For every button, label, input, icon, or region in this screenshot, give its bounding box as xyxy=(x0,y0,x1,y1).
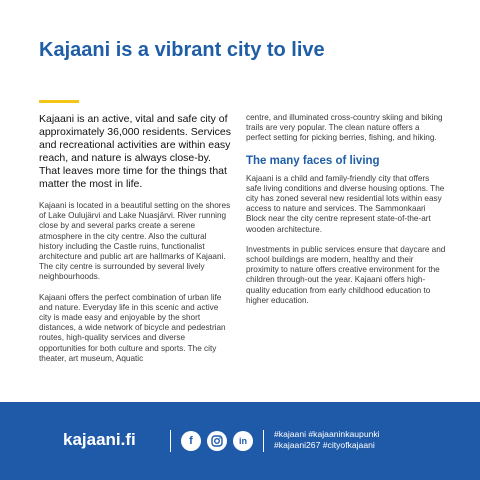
body-paragraph: Investments in public services ensure that daycare and school buildings are modern, healthy and their proximity to nature offers creative environment for the children through-out the year. Kajaani offers high-quality education from early childhood education to higher education. xyxy=(246,244,446,305)
left-column xyxy=(39,113,231,374)
body-paragraph: Kajaani offers the perfect combination of urban life and nature. Everyday life in this scenic and active city is made easy and enjoyable by the short distances, a wide network of bicycle and pedestrian routes, high-quality services and diverse opportunities for both culture and sports. The city theater, art museum, Aquatic xyxy=(39,292,226,363)
facebook-icon[interactable]: f xyxy=(181,431,201,451)
linkedin-icon[interactable]: in xyxy=(233,431,253,451)
lead-paragraph: Kajaani is an active, vital and safe city of approximately 36,000 residents. Services and recreational activities are within easy reach, and nature is always close-by. That leaves more time for the things that matter the most in life. xyxy=(39,113,232,190)
divider xyxy=(263,430,264,452)
section-subheading: The many faces of living xyxy=(246,154,380,167)
footer-bar xyxy=(0,402,480,480)
body-paragraph: Kajaani is a child and family-friendly city that offers safe living conditions and diverse housing options. The city has zoned several new residential lots within easy access to nature and services. The Sammonkaari Block near the city centre represent state-of-the-art wooden architecture. xyxy=(246,173,445,234)
page-title: Kajaani is a vibrant city to live xyxy=(39,39,325,61)
body-paragraph: centre, and illuminated cross-country skiing and biking trails are very popular. The clean nature offers a perfect setting for picking berries, fishing, and hiking. xyxy=(246,113,443,143)
instagram-glyph xyxy=(211,435,223,447)
hashtags: #kajaani #kajaaninkaupunki #kajaani267 #cityofkajaani xyxy=(274,429,380,450)
divider xyxy=(170,430,171,452)
right-column xyxy=(246,113,446,316)
instagram-icon[interactable] xyxy=(207,431,227,451)
accent-bar xyxy=(39,100,79,103)
body-paragraph: Kajaani is located in a beautiful setting on the shores of Lake Oulujärvi and Lake Nuasjärvi. River running close by and several parks create a serene atmosphere in the city centre. Also the cultural history including the Castle ruins, functionalist architecture and public art are hallmarks of Kajaani. The city centre is surrounded by several lively neighbourhoods. xyxy=(39,201,231,282)
brand-link[interactable]: kajaani.fi xyxy=(63,430,136,449)
